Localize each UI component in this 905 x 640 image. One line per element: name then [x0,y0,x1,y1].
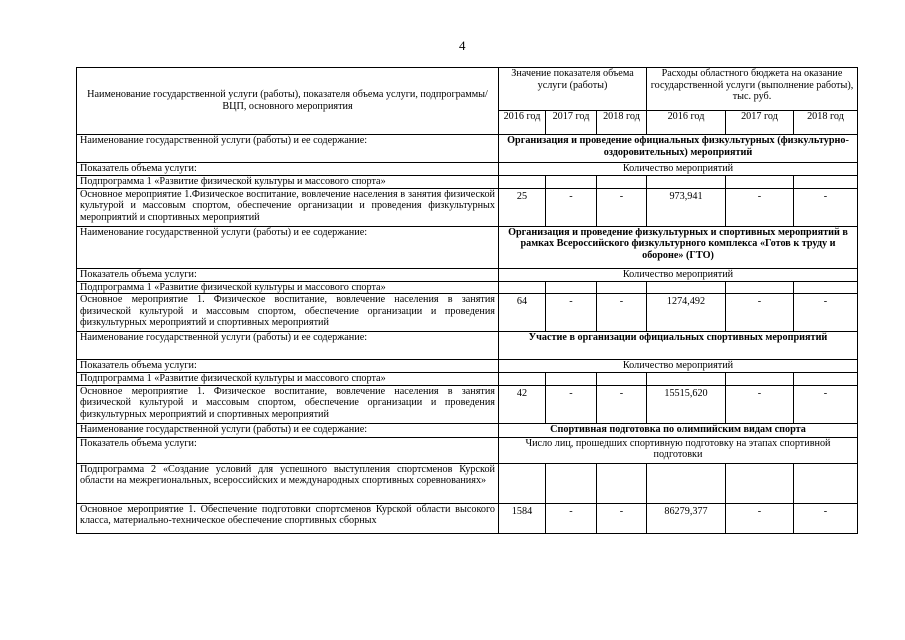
empty-cell [647,373,726,386]
empty-cell [794,176,858,189]
subprogram-name: Подпрограмма 1 «Развитие физической культуры и массового спорта» [77,281,499,294]
value-cell: - [546,294,597,332]
service-name: Участие в организации официальных спортивных мероприятий [499,332,858,360]
subprogram-name: Подпрограмма 2 «Создание условий для успешного выступления спортсменов Курской области на межрегиональных, всероссийских и международных спортивных соревнованиях» [77,463,499,503]
header-year: 2016 год [499,111,546,135]
empty-cell [726,373,794,386]
empty-cell [546,281,597,294]
value-cell: 64 [499,294,546,332]
header-name-column: Наименование государственной услуги (работы), показателя объема услуги, подпрограммы/ВЦП, основного мероприятия [77,68,499,135]
activity-name: Основное мероприятие 1. Физическое воспитание, вовлечение населения в занятия физической культурой и массовым спортом, обеспечение организации и проведения физкультурных мероприятий и спортивных мероприятий [77,294,499,332]
service-name: Организация и проведение официальных физкультурных (физкультурно-оздоровительных) мероприятий [499,135,858,163]
value-cell: 973,941 [647,188,726,226]
empty-cell [726,176,794,189]
service-label: Наименование государственной услуги (работы) и ее содержание: [77,332,499,360]
value-cell: - [794,385,858,423]
header-year: 2016 год [647,111,726,135]
header-year: 2017 год [546,111,597,135]
empty-cell [546,176,597,189]
empty-cell [499,281,546,294]
empty-cell [726,281,794,294]
empty-cell [499,176,546,189]
page-number: 4 [459,38,466,53]
value-cell: 42 [499,385,546,423]
indicator-name: Количество мероприятий [499,163,858,176]
value-cell: - [726,188,794,226]
header-year: 2018 год [794,111,858,135]
service-label: Наименование государственной услуги (работы) и ее содержание: [77,135,499,163]
header-expense-group: Расходы областного бюджета на оказание государственной услуги (выполнение работы), тыс. руб. [647,68,858,111]
indicator-name: Количество мероприятий [499,360,858,373]
empty-cell [647,281,726,294]
empty-cell [499,463,546,503]
indicator-name: Количество мероприятий [499,268,858,281]
indicator-label: Показатель объема услуги: [77,268,499,281]
service-name: Спортивная подготовка по олимпийским видам спорта [499,423,858,437]
activity-name: Основное мероприятие 1. Физическое воспитание, вовлечение населения в занятия физической культурой и массовым спортом, обеспечение организации и проведения физкультурных мероприятий и спортивных мероприятий [77,385,499,423]
value-cell: - [726,385,794,423]
value-cell: - [794,294,858,332]
indicator-name: Число лиц, прошедших спортивную подготовку на этапах спортивной подготовки [499,437,858,463]
activity-name: Основное мероприятие 1. Обеспечение подготовки спортсменов Курской области высокого класса, материально-техническое обеспечение спортивных сборных [77,503,499,533]
value-cell: 86279,377 [647,503,726,533]
header-value-group: Значение показателя объема услуги (работы) [499,68,647,111]
indicator-label: Показатель объема услуги: [77,163,499,176]
empty-cell [647,463,726,503]
value-cell: - [546,385,597,423]
value-cell: - [546,188,597,226]
value-cell: - [597,294,647,332]
empty-cell [597,281,647,294]
service-label: Наименование государственной услуги (работы) и ее содержание: [77,423,499,437]
value-cell: - [597,188,647,226]
subprogram-name: Подпрограмма 1 «Развитие физической культуры и массового спорта» [77,373,499,386]
empty-cell [597,463,647,503]
empty-cell [726,463,794,503]
activity-name: Основное мероприятие 1.Физическое воспитание, вовлечение населения в занятия физической культурой и массовым спортом, обеспечение организации и проведения физкультурных мероприятий и спортивных мероприятий [77,188,499,226]
header-year: 2018 год [597,111,647,135]
value-cell: 1274,492 [647,294,726,332]
empty-cell [794,373,858,386]
value-cell: 15515,620 [647,385,726,423]
value-cell: - [597,503,647,533]
value-cell: 25 [499,188,546,226]
indicator-label: Показатель объема услуги: [77,360,499,373]
service-name: Организация и проведение физкультурных и спортивных мероприятий в рамках Всероссийского физкультурного комплекса «Готов к труду и обороне» (ГТО) [499,226,858,268]
value-cell: - [794,503,858,533]
indicator-label: Показатель объема услуги: [77,437,499,463]
value-cell: 1584 [499,503,546,533]
header-year: 2017 год [726,111,794,135]
subprogram-name: Подпрограмма 1 «Развитие физической культуры и массового спорта» [77,176,499,189]
value-cell: - [546,503,597,533]
value-cell: - [597,385,647,423]
service-label: Наименование государственной услуги (работы) и ее содержание: [77,226,499,268]
empty-cell [546,463,597,503]
empty-cell [499,373,546,386]
value-cell: - [726,294,794,332]
empty-cell [794,463,858,503]
empty-cell [794,281,858,294]
empty-cell [546,373,597,386]
value-cell: - [794,188,858,226]
empty-cell [597,373,647,386]
value-cell: - [726,503,794,533]
empty-cell [597,176,647,189]
services-table [76,67,858,534]
empty-cell [647,176,726,189]
